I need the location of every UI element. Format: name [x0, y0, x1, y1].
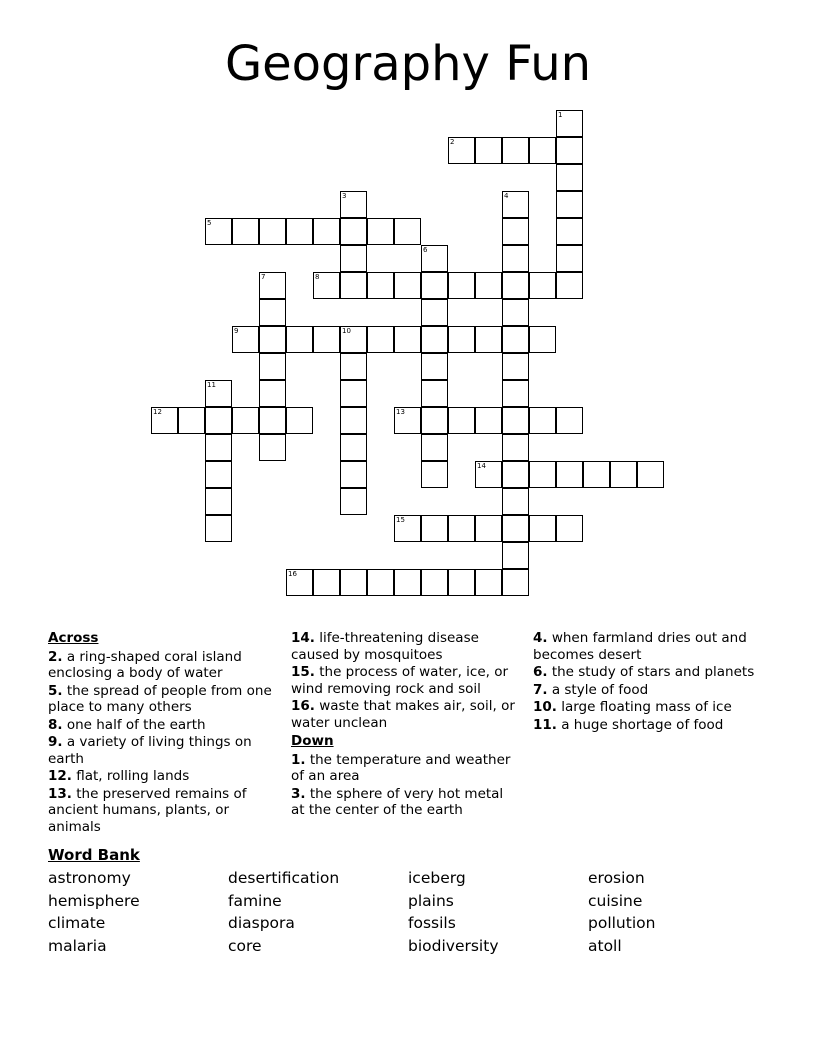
word-bank-item: hemisphere [48, 891, 140, 910]
clue-text: life-threatening disease caused by mosquitoes [291, 630, 479, 663]
clue-number: 5 [207, 219, 212, 227]
grid-cell[interactable] [394, 272, 421, 299]
grid-cell[interactable] [205, 380, 232, 407]
clue-number-label: 5. [48, 682, 63, 699]
grid-cell[interactable] [286, 407, 313, 434]
grid-cell[interactable] [367, 569, 394, 596]
down-heading: Down [291, 733, 334, 749]
grid-cell[interactable] [448, 326, 475, 353]
grid-cell[interactable] [205, 461, 232, 488]
grid-cell[interactable] [475, 326, 502, 353]
grid-cell[interactable] [286, 218, 313, 245]
grid-cell[interactable] [502, 407, 529, 434]
clue-text: the study of stars and planets [547, 664, 755, 680]
word-bank-item: iceberg [408, 869, 466, 887]
clue-number: 4 [504, 192, 509, 200]
clue-text: one half of the earth [62, 716, 206, 733]
across-clue [48, 717, 273, 734]
clue-number-label: 15. [291, 664, 315, 680]
grid-cell[interactable] [610, 461, 637, 488]
word-bank-item: core [228, 936, 262, 955]
grid-cell[interactable] [502, 461, 529, 488]
grid-cell[interactable] [502, 218, 529, 245]
grid-cell[interactable] [448, 407, 475, 434]
clue-number: 13 [396, 408, 405, 416]
grid-cell[interactable] [394, 569, 421, 596]
grid-cell[interactable] [367, 218, 394, 245]
down-clue [533, 630, 773, 663]
clue-number-label: 13. [48, 785, 72, 802]
grid-cell[interactable] [448, 569, 475, 596]
clue-number-label: 7. [533, 681, 548, 698]
clue-number-label: 10. [533, 699, 557, 715]
clue-text: the spread of people from one place to many others [48, 682, 272, 715]
word-bank-heading: Word Bank [48, 846, 140, 864]
clue-number: 12 [153, 408, 162, 416]
down-clue [533, 717, 773, 734]
grid-cell[interactable] [259, 272, 286, 299]
word-bank-item: fossils [408, 914, 456, 932]
grid-cell[interactable] [340, 272, 367, 299]
word-bank-item: malaria [48, 936, 107, 955]
grid-cell[interactable] [421, 434, 448, 461]
across-clue [48, 786, 273, 836]
grid-cell[interactable] [367, 326, 394, 353]
grid-cell[interactable] [340, 245, 367, 272]
grid-cell[interactable] [556, 461, 583, 488]
grid-cell[interactable] [556, 110, 583, 137]
grid-cell[interactable] [367, 272, 394, 299]
clue-number: 1 [558, 111, 563, 119]
grid-cell[interactable] [205, 218, 232, 245]
grid-cell[interactable] [502, 326, 529, 353]
grid-cell[interactable] [340, 191, 367, 218]
grid-cell[interactable] [340, 380, 367, 407]
across-heading: Across [48, 630, 99, 646]
grid-cell[interactable] [502, 515, 529, 542]
word-bank-item: erosion [588, 869, 645, 887]
clue-number-label: 6. [533, 664, 548, 680]
clue-text: flat, rolling lands [71, 768, 190, 784]
across-clue [291, 664, 521, 697]
word-bank-item: desertification [228, 869, 340, 887]
grid-cell[interactable] [259, 407, 286, 434]
clue-text: a variety of living things on earth [48, 734, 252, 767]
grid-cell[interactable] [529, 137, 556, 164]
clue-number-label: 4. [533, 630, 548, 646]
grid-cell[interactable] [259, 326, 286, 353]
grid-cell[interactable] [232, 326, 259, 353]
grid-cell[interactable] [475, 137, 502, 164]
word-bank-item: pollution [588, 914, 656, 932]
grid-cell[interactable] [556, 137, 583, 164]
page-title: Geography Fun [224, 36, 592, 92]
word-bank-item: cuisine [588, 891, 643, 910]
grid-cell[interactable] [421, 380, 448, 407]
across-clue [291, 630, 521, 663]
clue-number: 15 [396, 516, 405, 524]
grid-cell[interactable] [502, 137, 529, 164]
down-clue [533, 682, 773, 699]
grid-cell[interactable] [259, 434, 286, 461]
grid-cell[interactable] [556, 272, 583, 299]
grid-cell[interactable] [556, 245, 583, 272]
clue-number: 3 [342, 192, 347, 200]
grid-cell[interactable] [178, 407, 205, 434]
grid-cell[interactable] [259, 218, 286, 245]
clue-text: a ring-shaped coral island enclosing a body of water [48, 648, 242, 681]
clues-column-3 [533, 630, 773, 734]
grid-cell[interactable] [556, 407, 583, 434]
grid-cell[interactable] [556, 515, 583, 542]
grid-cell[interactable] [556, 191, 583, 218]
word-bank-item: astronomy [48, 869, 131, 887]
grid-cell[interactable] [502, 299, 529, 326]
down-clue [291, 752, 521, 785]
grid-cell[interactable] [502, 380, 529, 407]
across-clue [48, 768, 273, 785]
grid-cell[interactable] [421, 461, 448, 488]
grid-cell[interactable] [205, 515, 232, 542]
grid-cell[interactable] [340, 353, 367, 380]
grid-cell[interactable] [475, 407, 502, 434]
clue-number: 9 [234, 327, 239, 335]
word-bank-item: climate [48, 914, 106, 932]
word-bank-item: diaspora [228, 914, 295, 932]
grid-cell[interactable] [637, 461, 664, 488]
clue-text: a huge shortage of food [556, 716, 724, 733]
grid-cell[interactable] [394, 407, 421, 434]
grid-cell[interactable] [313, 218, 340, 245]
clue-number: 8 [315, 273, 320, 281]
grid-cell[interactable] [205, 434, 232, 461]
clue-number-label: 2. [48, 648, 63, 665]
clue-number-label: 9. [48, 734, 63, 750]
grid-cell[interactable] [340, 407, 367, 434]
grid-cell[interactable] [421, 326, 448, 353]
grid-cell[interactable] [340, 218, 367, 245]
clue-text: the temperature and weather of an area [291, 751, 511, 784]
grid-cell[interactable] [421, 272, 448, 299]
down-clue [533, 699, 773, 716]
grid-cell[interactable] [475, 569, 502, 596]
clue-text: the process of water, ice, or wind removing rock and soil [291, 664, 509, 697]
clue-text: the sphere of very hot metal at the center of the earth [291, 785, 504, 818]
grid-cell[interactable] [259, 299, 286, 326]
grid-cell[interactable] [556, 218, 583, 245]
grid-cell[interactable] [394, 515, 421, 542]
grid-cell[interactable] [232, 407, 259, 434]
across-clue [48, 649, 273, 682]
grid-cell[interactable] [502, 272, 529, 299]
grid-cell[interactable] [340, 326, 367, 353]
word-bank-item: famine [228, 891, 282, 910]
clue-number-label: 11. [533, 716, 557, 733]
grid-cell[interactable] [529, 326, 556, 353]
grid-cell[interactable] [502, 488, 529, 515]
grid-cell[interactable] [421, 569, 448, 596]
grid-cell[interactable] [259, 380, 286, 407]
clue-number-label: 14. [291, 630, 315, 646]
grid-cell[interactable] [448, 272, 475, 299]
clue-number: 2 [450, 138, 455, 146]
clue-text: when farmland dries out and becomes desert [533, 630, 747, 663]
grid-cell[interactable] [151, 407, 178, 434]
clue-number: 14 [477, 462, 486, 470]
clue-text: large floating mass of ice [556, 699, 732, 715]
grid-cell[interactable] [502, 353, 529, 380]
grid-cell[interactable] [475, 515, 502, 542]
clue-text: a style of food [547, 681, 649, 698]
clue-text: the preserved remains of ancient humans, plants, or animals [48, 785, 247, 835]
grid-cell[interactable] [502, 542, 529, 569]
word-bank-item: atoll [588, 936, 622, 955]
grid-cell[interactable] [232, 218, 259, 245]
clue-number-label: 8. [48, 716, 63, 733]
grid-cell[interactable] [286, 326, 313, 353]
grid-cell[interactable] [286, 569, 313, 596]
down-clue [291, 786, 521, 819]
clue-number-label: 16. [291, 698, 315, 714]
grid-cell[interactable] [421, 515, 448, 542]
grid-cell[interactable] [556, 164, 583, 191]
grid-cell[interactable] [529, 407, 556, 434]
grid-cell[interactable] [475, 461, 502, 488]
clue-number: 11 [207, 381, 216, 389]
clue-number-label: 1. [291, 751, 306, 768]
clues-column-1 [48, 630, 273, 836]
grid-cell[interactable] [205, 407, 232, 434]
clue-number-label: 12. [48, 768, 72, 784]
across-clue [48, 683, 273, 716]
clue-number-label: 3. [291, 785, 306, 802]
clue-number: 7 [261, 273, 266, 281]
grid-cell[interactable] [502, 191, 529, 218]
grid-cell[interactable] [340, 569, 367, 596]
grid-cell[interactable] [421, 299, 448, 326]
grid-cell[interactable] [475, 272, 502, 299]
word-bank-item: plains [408, 891, 454, 910]
clue-text: waste that makes air, soil, or water unclean [291, 698, 515, 731]
down-clue [533, 664, 773, 681]
grid-cell[interactable] [394, 326, 421, 353]
grid-cell[interactable] [259, 353, 286, 380]
grid-cell[interactable] [313, 326, 340, 353]
grid-cell[interactable] [529, 272, 556, 299]
across-clue [291, 698, 521, 731]
grid-cell[interactable] [421, 245, 448, 272]
word-bank-item: biodiversity [408, 936, 499, 955]
clue-number: 10 [342, 327, 351, 335]
grid-cell[interactable] [205, 488, 232, 515]
grid-cell[interactable] [448, 137, 475, 164]
grid-cell[interactable] [529, 515, 556, 542]
grid-cell[interactable] [421, 353, 448, 380]
grid-cell[interactable] [502, 569, 529, 596]
grid-cell[interactable] [313, 569, 340, 596]
grid-cell[interactable] [583, 461, 610, 488]
across-clue [48, 734, 273, 767]
grid-cell[interactable] [313, 272, 340, 299]
grid-cell[interactable] [529, 461, 556, 488]
clues-column-2 [291, 630, 521, 820]
grid-cell[interactable] [502, 434, 529, 461]
grid-cell[interactable] [448, 515, 475, 542]
clue-number: 6 [423, 246, 428, 254]
grid-cell[interactable] [340, 434, 367, 461]
clue-number: 16 [288, 570, 297, 578]
grid-cell[interactable] [340, 488, 367, 515]
grid-cell[interactable] [421, 407, 448, 434]
grid-cell[interactable] [394, 218, 421, 245]
grid-cell[interactable] [340, 461, 367, 488]
grid-cell[interactable] [502, 245, 529, 272]
